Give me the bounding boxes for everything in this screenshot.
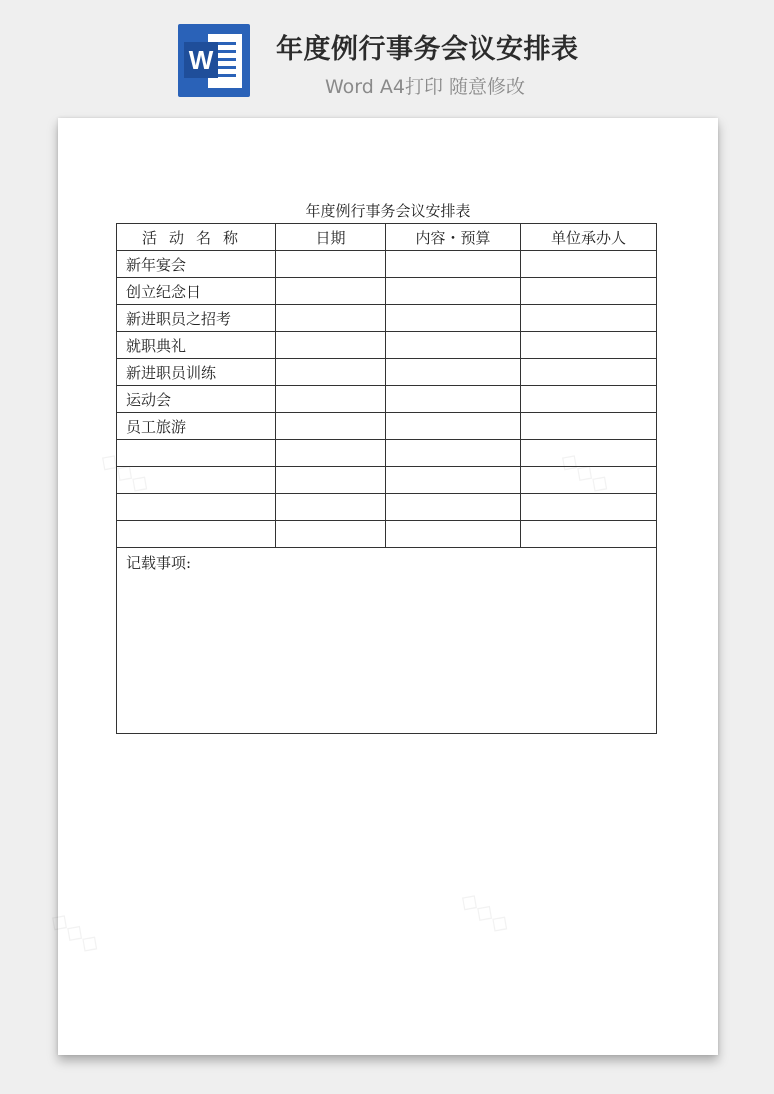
activity-name-cell: 创立纪念日 [117, 278, 276, 305]
table-row [117, 386, 657, 413]
table-cell [386, 332, 521, 359]
watermark: ◇◇◇ [44, 904, 107, 960]
table-row [117, 305, 657, 332]
table-cell [521, 305, 657, 332]
table-cell [386, 521, 521, 548]
word-icon [178, 24, 250, 97]
column-header-date: 日期 [276, 224, 386, 251]
table-cell [276, 251, 386, 278]
table-row [117, 332, 657, 359]
table-cell [276, 332, 386, 359]
table-cell [386, 359, 521, 386]
table-cell [521, 494, 657, 521]
table-cell [386, 413, 521, 440]
table-row [117, 251, 657, 278]
table-cell [276, 305, 386, 332]
page-title: 年度例行事务会议安排表 [276, 34, 579, 65]
activity-name-cell [117, 440, 276, 467]
table-cell [521, 359, 657, 386]
schedule-table [116, 223, 657, 734]
table-cell [521, 440, 657, 467]
activity-name-cell: 新年宴会 [117, 251, 276, 278]
table-cell [276, 440, 386, 467]
table-cell [386, 278, 521, 305]
table-row [117, 521, 657, 548]
column-header-activity: 活动名称 [117, 224, 276, 251]
word-logo-letter: W [184, 42, 218, 78]
table-cell [386, 494, 521, 521]
table-row [117, 413, 657, 440]
table-cell [521, 386, 657, 413]
table-cell [521, 332, 657, 359]
page-header [0, 0, 774, 110]
table-row [117, 467, 657, 494]
column-header-content-budget: 内容・预算 [386, 224, 521, 251]
notes-label: 记载事项: [117, 548, 657, 734]
table-header-row [117, 224, 657, 251]
table-cell [521, 413, 657, 440]
activity-name-cell: 新进职员之招考 [117, 305, 276, 332]
table-cell [521, 251, 657, 278]
table-row [117, 278, 657, 305]
table-cell [276, 494, 386, 521]
table-cell [276, 467, 386, 494]
table-cell [386, 305, 521, 332]
table-cell [521, 521, 657, 548]
document-title: 年度例行事务会议安排表 [305, 202, 471, 220]
table-cell [521, 278, 657, 305]
column-header-organizer: 单位承办人 [521, 224, 657, 251]
activity-name-cell: 员工旅游 [117, 413, 276, 440]
activity-name-cell: 运动会 [117, 386, 276, 413]
table-cell [386, 386, 521, 413]
table-cell [386, 440, 521, 467]
table-cell [276, 278, 386, 305]
table-cell [386, 251, 521, 278]
activity-name-cell: 就职典礼 [117, 332, 276, 359]
document-page [44, 118, 718, 1055]
page-subtitle: Word A4打印 随意修改 [325, 76, 526, 98]
table-row [117, 359, 657, 386]
watermark: ◇◇◇ [554, 444, 617, 500]
watermark: ◇◇◇ [94, 444, 157, 500]
activity-name-cell: 新进职员训练 [117, 359, 276, 386]
table-cell [276, 521, 386, 548]
table-cell [386, 467, 521, 494]
activity-name-cell [117, 494, 276, 521]
watermark: ◇◇◇ [454, 884, 517, 940]
activity-name-cell [117, 467, 276, 494]
table-cell [521, 467, 657, 494]
activity-name-cell [117, 521, 276, 548]
notes-row [117, 548, 657, 734]
table-cell [276, 413, 386, 440]
table-row [117, 440, 657, 467]
table-cell [276, 359, 386, 386]
table-cell [276, 386, 386, 413]
table-row [117, 494, 657, 521]
